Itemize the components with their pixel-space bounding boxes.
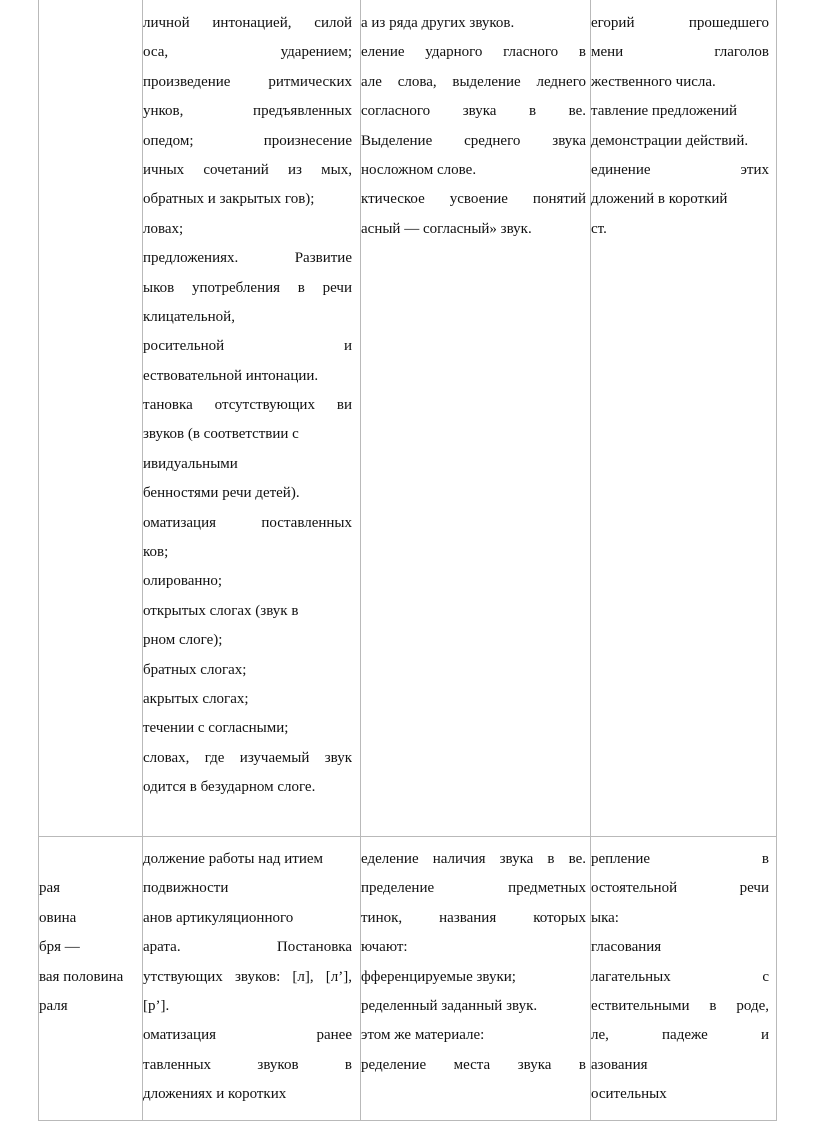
text-line: ивидуальными	[143, 455, 238, 472]
table-row-divider	[38, 836, 777, 837]
text-line: осительных	[591, 1086, 667, 1103]
text-line: этом же материале:	[361, 1027, 485, 1044]
text-line: должение работы над итием	[143, 851, 324, 867]
text-line: произведение ритмических	[143, 73, 352, 90]
table-border-bottom	[38, 1120, 777, 1121]
text-line: звуков (в соответствии с	[143, 426, 299, 443]
text-line: ючают:	[361, 939, 408, 956]
text-line: опедом; произнесение	[143, 132, 352, 149]
text-line: оматизация ранее	[143, 1027, 352, 1044]
text-line: предложениях. Развитие	[143, 250, 352, 267]
text-line: егорий прошедшего	[591, 15, 769, 31]
text-line: лагательных с	[591, 968, 769, 985]
row2-col3-cell	[361, 845, 586, 1080]
text-line: тинок, названия которых	[361, 909, 586, 926]
text-line: арата. Постановка	[143, 939, 352, 956]
text-line: еление ударного гласного в	[361, 44, 586, 61]
text-line: согласного звука в ве.	[361, 103, 586, 120]
row2-col1-cell	[39, 845, 139, 1021]
text-line: течении с согласными;	[143, 720, 289, 737]
text-line: бенностями речи детей).	[143, 485, 300, 502]
text-line: дложений в короткий	[591, 191, 728, 208]
text-line: тановка отсутствующих ви	[143, 397, 352, 414]
text-line: тавленных звуков в	[143, 1056, 352, 1073]
text-line: а из ряда других звуков.	[361, 15, 515, 31]
text-line: тавление предложений	[591, 103, 738, 120]
text-line: асный — согласный» звук.	[361, 220, 532, 237]
text-line: одится в безударном слоге.	[143, 779, 316, 796]
text-line: демонстрации действий.	[591, 132, 749, 149]
table-border-right	[776, 0, 777, 1121]
text-line: бря —	[39, 939, 80, 956]
text-line: братных слогах;	[143, 661, 247, 678]
text-line: остоятельной речи	[591, 880, 769, 897]
text-line: оматизация поставленных	[143, 514, 352, 531]
text-line: ков;	[143, 544, 169, 561]
text-line: обратных и закрытых гов);	[143, 191, 315, 208]
text-line: ествительными в роде,	[591, 997, 769, 1014]
text-line: овина	[39, 909, 77, 926]
text-line: единение этих	[591, 161, 769, 178]
text-line: клицательной,	[143, 308, 235, 325]
text-line: открытых слогах (звук в	[143, 602, 299, 619]
text-line: ределенный заданный звук.	[361, 997, 538, 1014]
text-line: олированно;	[143, 573, 223, 590]
text-line: унков, предъявленных	[143, 103, 352, 120]
text-line: оса, ударением;	[143, 44, 352, 61]
text-line: ст.	[591, 220, 607, 237]
text-line: Выделение среднего звука	[361, 132, 586, 149]
text-line: ествовательной интонации.	[143, 367, 319, 384]
text-line: акрытых слогах;	[143, 690, 249, 707]
text-line: раля	[39, 997, 68, 1014]
text-line: вая половина	[39, 968, 124, 985]
text-line: анов артикуляционного	[143, 909, 294, 926]
row1-col4-cell	[591, 9, 769, 244]
row2-col2-cell	[143, 845, 352, 1110]
text-line: словах, где изучаемый звук	[143, 749, 352, 766]
text-line: фференцируемые звуки;	[361, 968, 516, 985]
text-line: але слова, выделение леднего	[361, 73, 586, 90]
text-line: репление в	[591, 851, 769, 867]
text-line	[39, 845, 139, 874]
text-line: жественного числа.	[591, 73, 716, 90]
text-line: ыка:	[591, 909, 619, 926]
text-line: ловах;	[143, 220, 184, 237]
text-line: ле, падеже и	[591, 1027, 769, 1044]
row1-col2-cell	[143, 9, 352, 803]
text-line: личной интонацией, силой	[143, 15, 352, 31]
text-line: росительной и	[143, 338, 352, 355]
text-line: подвижности	[143, 880, 229, 897]
text-line: еделение наличия звука в ве.	[361, 851, 586, 867]
row1-col3-cell	[361, 9, 586, 244]
text-line: мени глаголов	[591, 44, 769, 61]
text-line: рном слоге);	[143, 632, 223, 649]
text-line: носложном слове.	[361, 161, 477, 178]
text-line: ыков употребления в речи	[143, 279, 352, 296]
text-line: ределение места звука в	[361, 1056, 586, 1073]
text-line: гласования	[591, 939, 662, 956]
text-line: азования	[591, 1056, 648, 1073]
text-line: дложениях и коротких	[143, 1086, 287, 1103]
text-line: рая	[39, 880, 61, 897]
text-line: утствующих звуков: [л], [л’],	[143, 968, 352, 985]
text-line: ичных сочетаний из мых,	[143, 161, 352, 178]
text-line: пределение предметных	[361, 880, 586, 897]
text-line: ктическое усвоение понятий	[361, 191, 586, 208]
text-line: [р’].	[143, 997, 170, 1014]
row2-col4-cell	[591, 845, 769, 1110]
